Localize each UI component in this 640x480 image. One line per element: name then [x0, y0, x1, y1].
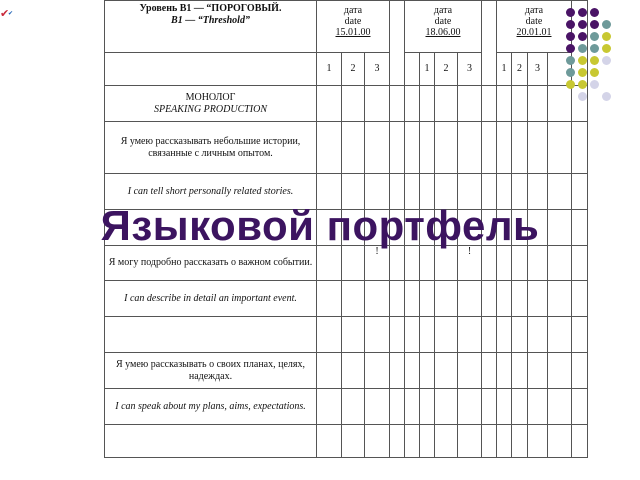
descriptor-row	[105, 353, 588, 389]
decorative-dot	[602, 44, 611, 53]
decorative-dot	[578, 80, 587, 89]
col-number: 3	[365, 53, 390, 86]
descriptor-text: I can tell short personally related stories.	[105, 174, 317, 210]
empty-cell	[405, 53, 420, 86]
decorative-dot	[602, 92, 611, 101]
col-number: 2	[342, 53, 365, 86]
decorative-dot	[566, 32, 575, 41]
blank-row	[105, 425, 588, 458]
decorative-dot	[566, 8, 575, 17]
decorative-dot	[578, 8, 587, 17]
decorative-dot	[590, 8, 599, 17]
decorative-dot	[578, 92, 587, 101]
decorative-dot	[566, 44, 575, 53]
decorative-dot	[566, 20, 575, 29]
descriptor-row	[105, 281, 588, 317]
decorative-dot	[590, 44, 599, 53]
level-title: Уровень В1 — “ПОРОГОВЫЙ. В1 — “Threshold”	[105, 1, 317, 53]
col-number: 2	[435, 53, 458, 86]
decorative-dot	[590, 68, 599, 77]
decorative-dot	[566, 68, 575, 77]
decorative-dot	[602, 56, 611, 65]
col-number: 3	[458, 53, 482, 86]
section-row	[105, 86, 588, 122]
decorative-dot	[590, 80, 599, 89]
descriptor-text: Я умею рассказывать небольшие истории, связанные с личным опытом.	[105, 122, 317, 174]
spacer-cell	[390, 1, 405, 86]
checkmark-icon: ✔ ✔	[0, 7, 14, 20]
col-number: 1	[317, 53, 342, 86]
decorative-dot	[578, 56, 587, 65]
empty-cell	[105, 53, 317, 86]
date-header-2: дата date 18.06.00	[405, 1, 482, 53]
decorative-dot	[602, 20, 611, 29]
decorative-dot	[590, 20, 599, 29]
decorative-dot	[578, 20, 587, 29]
descriptor-text: Я могу подробно рассказать о важном событии.	[105, 246, 317, 281]
col-number: 1	[497, 53, 512, 86]
descriptor-row	[105, 122, 588, 174]
decorative-dot	[590, 32, 599, 41]
section-label: МОНОЛОГ SPEAKING PRODUCTION	[105, 86, 317, 122]
date-header-1: дата date 15.01.00	[317, 1, 390, 53]
decorative-dot	[578, 44, 587, 53]
descriptor-text: Я умею рассказывать о своих планах, целях, надеждах.	[105, 353, 317, 389]
decorative-dot	[578, 68, 587, 77]
portfolio-title: Языковой портфель	[100, 202, 540, 249]
column-number-row	[105, 53, 588, 86]
date-header-3: дата date 20.01.01	[497, 1, 572, 53]
header-row	[105, 1, 588, 53]
decorative-dot	[566, 80, 575, 89]
col-number: 2	[512, 53, 528, 86]
decorative-dot	[566, 56, 575, 65]
decorative-dot	[590, 56, 599, 65]
decorative-dots	[566, 8, 636, 108]
descriptor-text: I can describe in detail an important event.	[105, 281, 317, 317]
spacer-cell	[482, 1, 497, 86]
check-mark: !	[365, 246, 390, 281]
col-number: 3	[528, 53, 548, 86]
descriptor-text: I can speak about my plans, aims, expectations.	[105, 389, 317, 425]
check-mark: !	[458, 246, 482, 281]
decorative-dot	[602, 32, 611, 41]
blank-row	[105, 317, 588, 353]
decorative-dot	[578, 32, 587, 41]
col-number: 1	[420, 53, 435, 86]
descriptor-row	[105, 389, 588, 425]
